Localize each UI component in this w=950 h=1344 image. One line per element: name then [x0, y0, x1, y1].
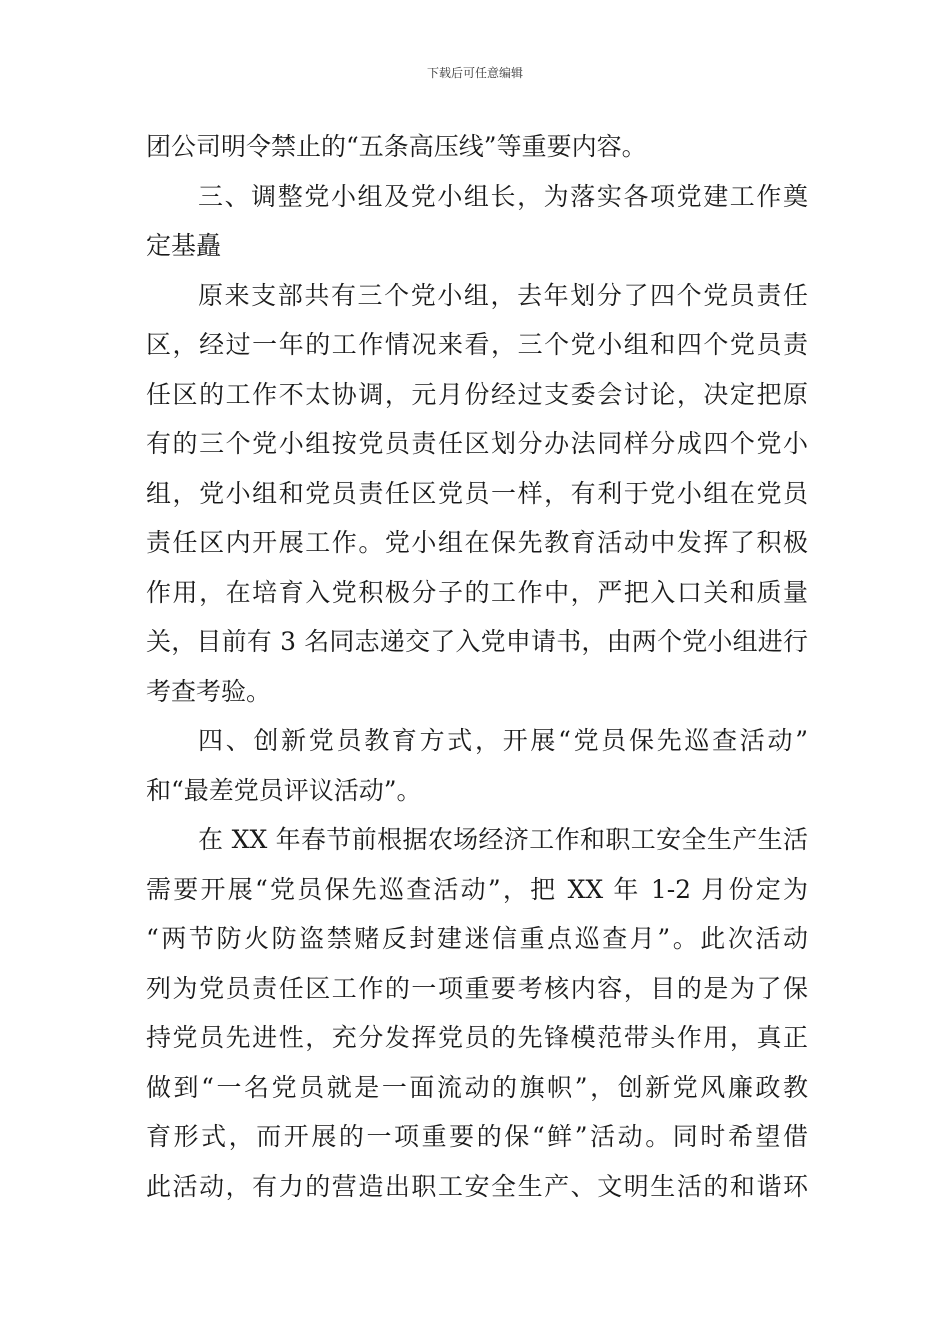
text-line: 做到“一名党员就是一面流动的旗帜”，创新党风廉政教 — [146, 1072, 808, 1102]
section-heading-line: 三、调整党小组及党小组长，为落实各项党建工作奠 — [198, 181, 808, 211]
section-heading-line: 和“最差党员评议活动”。 — [146, 775, 422, 805]
text-line: 此活动，有力的营造出职工安全生产、文明生活的和谐环 — [146, 1171, 808, 1201]
section-heading-line: 定基矗 — [146, 231, 222, 260]
page-header: 下载后可任意编辑 — [426, 66, 523, 80]
section-heading-line: 四、创新党员教育方式，开展“党员保先巡查活动” — [198, 726, 808, 755]
text-line: 关，目前有 3 名同志递交了入党申请书，由两个党小组进行 — [146, 627, 808, 656]
text-line: “两节防火防盗禁赌反封建迷信重点巡查月”。此次活动 — [146, 924, 808, 953]
text-line: 组，党小组和党员责任区党员一样，有利于党小组在党员 — [146, 478, 808, 508]
text-line: 有的三个党小组按党员责任区划分办法同样分成四个党小 — [146, 429, 808, 458]
text-line: 区，经过一年的工作情况来看，三个党小组和四个党员责 — [146, 330, 808, 359]
text-line: 持党员先进性，充分发挥党员的先锋模范带头作用，真正 — [146, 1023, 808, 1052]
text-line: 需要开展“党员保先巡查活动”，把 XX 年 1-2 月份定为 — [146, 874, 808, 904]
text-line: 在 XX 年春节前根据农场经济工作和职工安全生产生活 — [198, 825, 808, 854]
text-line: 责任区内开展工作。党小组在保先教育活动中发挥了积极 — [146, 528, 808, 557]
document-body — [146, 122, 808, 1211]
text-line: 原来支部共有三个党小组，去年划分了四个党员责任 — [198, 280, 808, 310]
text-line: 列为党员责任区工作的一项重要考核内容，目的是为了保 — [146, 973, 808, 1003]
text-line: 作用，在培育入党积极分子的工作中，严把入口关和质量 — [146, 577, 808, 607]
text-line: 育形式，而开展的一项重要的保“鲜”活动。同时希望借 — [146, 1122, 808, 1151]
text-line: 任区的工作不太协调，元月份经过支委会讨论，决定把原 — [146, 379, 808, 409]
text-line: 团公司明令禁止的“五条高压线”等重要内容。 — [146, 132, 647, 161]
text-line: 考查考验。 — [146, 676, 272, 706]
